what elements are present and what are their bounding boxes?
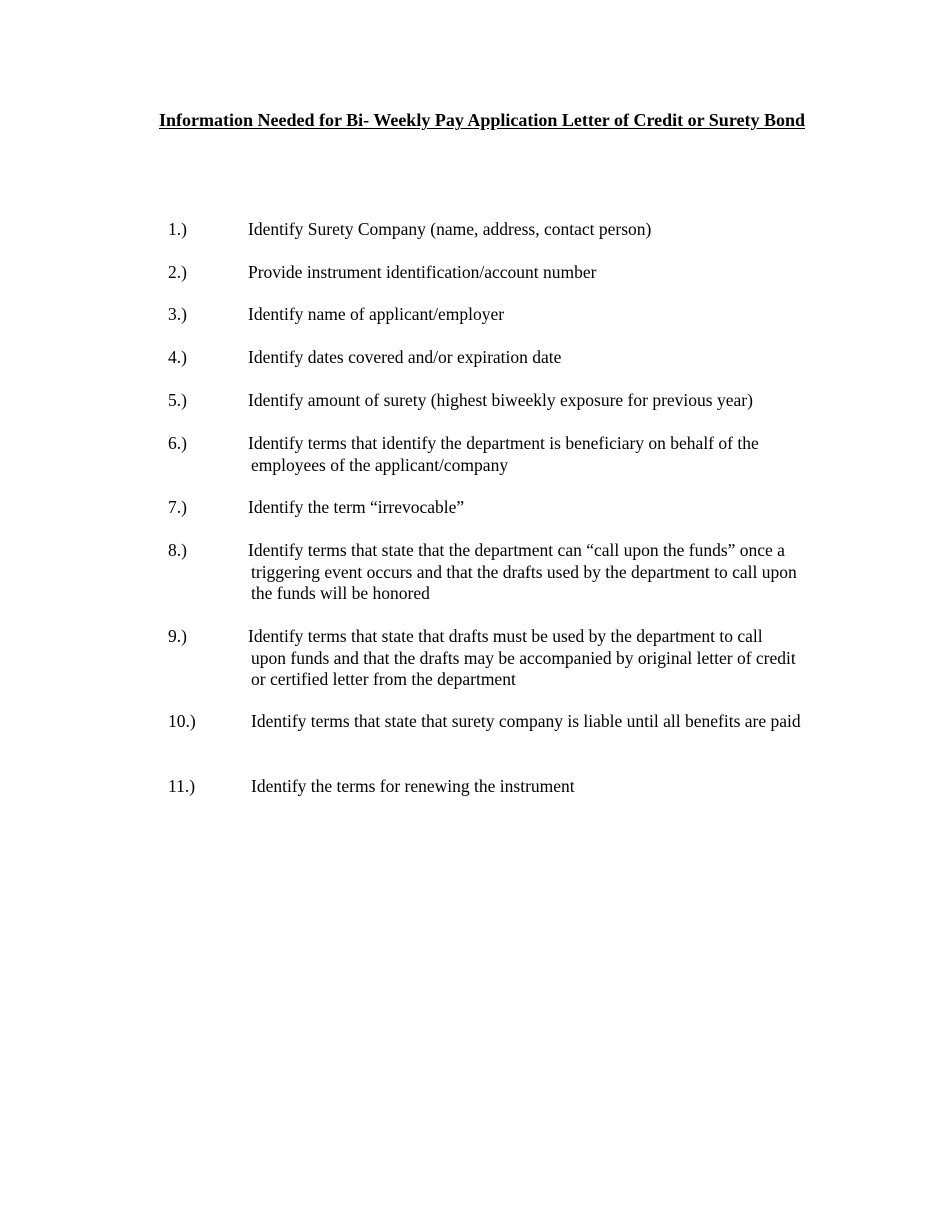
item-number: 10.) xyxy=(168,711,196,731)
item-text: Identify amount of surety (highest biweekly exposure for previous year) xyxy=(248,390,753,410)
item-text: Identify the terms for renewing the instrument xyxy=(251,776,575,796)
item-number: 3.) xyxy=(168,304,187,324)
item-text: Provide instrument identification/account number xyxy=(248,262,597,282)
item-number: 5.) xyxy=(168,390,187,410)
item-text: Identify terms that state that drafts must be used by the department to call upon funds and that the drafts may be accompanied by original letter of credit or certified letter from the department xyxy=(248,626,796,689)
item-text: Identify the term “irrevocable” xyxy=(248,497,465,517)
item-number: 7.) xyxy=(168,497,187,517)
document-title: Information Needed for Bi- Weekly Pay Application Letter of Credit or Surety Bond xyxy=(159,110,805,130)
item-text: Identify terms that identify the department is beneficiary on behalf of the employees of the applicant/company xyxy=(248,433,759,475)
item-number: 11.) xyxy=(168,776,196,796)
item-text: Identify Surety Company (name, address, contact person) xyxy=(248,219,652,239)
item-text: Identify terms that state that the department can “call upon the funds” once a triggering event occurs and that the drafts used by the department to call upon the funds will be honored xyxy=(248,540,797,603)
item-number: 8.) xyxy=(168,540,187,560)
item-number: 2.) xyxy=(168,262,187,282)
item-text: Identify name of applicant/employer xyxy=(248,304,505,324)
item-text: Identify dates covered and/or expiration date xyxy=(248,347,562,367)
item-text: Identify terms that state that surety company is liable until all benefits are paid xyxy=(251,711,801,731)
item-number: 9.) xyxy=(168,626,187,646)
item-number: 6.) xyxy=(168,433,187,453)
item-number: 4.) xyxy=(168,347,187,367)
item-number: 1.) xyxy=(168,219,187,239)
